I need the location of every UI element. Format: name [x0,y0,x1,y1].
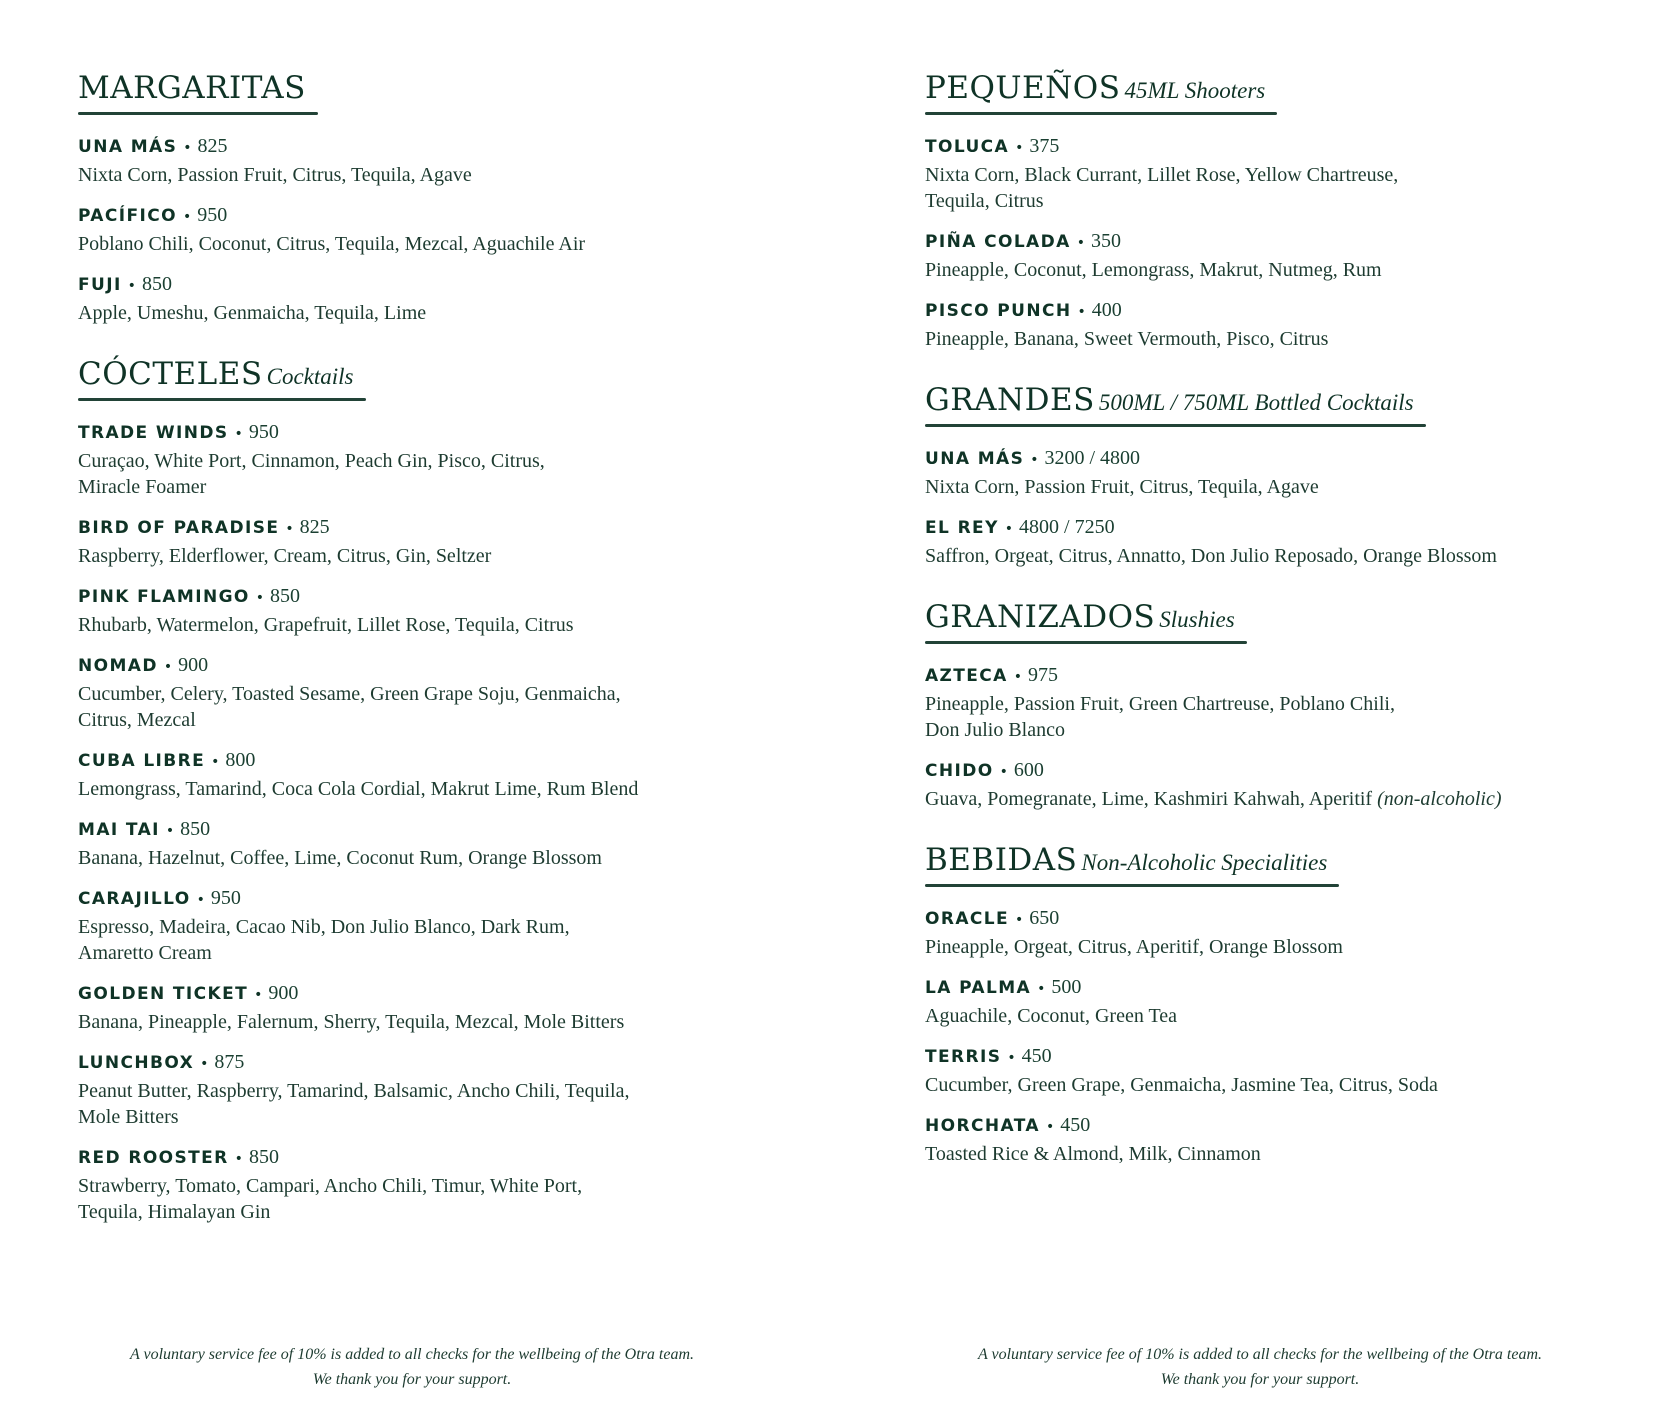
item-price: 950 [197,204,228,226]
separator-dot: • [1030,452,1039,468]
item-price: 825 [197,135,228,157]
item-price: 500 [1051,976,1082,998]
section-subtitle: Slushies [1159,607,1235,632]
separator-dot: • [1076,235,1085,251]
separator-dot: • [196,892,205,908]
item-description: Miracle Foamer [78,476,207,498]
item-description: Raspberry, Elderflower, Cream, Citrus, Gin, Seltzer [78,545,492,567]
separator-dot: • [1015,140,1024,156]
item-name: HORCHATA [925,1116,1040,1136]
item-description: Nixta Corn, Black Currant, Lillet Rose, Yellow Chartreuse, [925,164,1399,186]
menu-item [925,514,1625,569]
section-title: CÓCTELES [78,356,263,392]
section-header [925,70,1265,115]
item-description: Citrus, Mezcal [78,709,196,731]
item-description: Poblano Chili, Coconut, Citrus, Tequila, Mezcal, Aguachile Air [78,233,586,255]
item-price: 850 [270,585,301,607]
thank-you-line: We thank you for your support. [312,1371,512,1388]
separator-dot: • [1007,1050,1016,1066]
item-description [925,786,1625,812]
item-name: LA PALMA [925,978,1032,998]
item-description: Amaretto Cream [78,942,212,964]
separator-dot: • [255,590,265,606]
section-subtitle: Cocktails [266,364,354,389]
pequenos-section [925,70,1625,352]
item-name: PACÍFICO [78,206,177,226]
menu-item [78,816,838,871]
margaritas-section [78,70,838,326]
item-description: Tequila, Himalayan Gin [78,1201,271,1223]
item-description: Banana, Hazelnut, Coffee, Lime, Coconut Rum, Orange Blossom [78,847,602,869]
item-price: 4800 / 7250 [1019,516,1115,538]
service-fee-note [940,1342,1580,1392]
section-subtitle: 500ML / 750ML Bottled Cocktails [1098,390,1414,415]
granizados-section [925,599,1625,812]
separator-dot: • [234,426,243,442]
item-description: Apple, Umeshu, Genmaicha, Tequila, Lime [78,302,427,324]
item-name: CUBA LIBRE [78,751,206,771]
item-name: MAI TAI [78,820,160,840]
left-menu-page [78,70,838,1255]
item-description: Toasted Rice & Almond, Milk, Cinnamon [925,1143,1261,1165]
menu-item [925,1112,1625,1167]
item-price: 3200 / 4800 [1044,447,1141,469]
separator-dot: • [211,754,220,770]
item-description: Nixta Corn, Passion Fruit, Citrus, Tequila, Agave [925,476,1319,498]
menu-item [78,202,838,257]
menu-item [925,445,1625,500]
separator-dot: • [182,209,192,225]
item-name: GOLDEN TICKET [78,984,249,1004]
item-description: Pineapple, Passion Fruit, Green Chartreuse, Poblano Chili, [925,693,1395,715]
section-title: MARGARITAS [78,70,306,106]
item-price: 450 [1060,1114,1091,1136]
item-price: 950 [210,887,241,909]
item-name: UNA MÁS [78,137,178,157]
section-subtitle: 45ML Shooters [1124,78,1266,103]
section-title: GRANDES [925,382,1095,418]
item-description: Nixta Corn, Passion Fruit, Citrus, Tequila, Agave [78,164,472,186]
separator-dot: • [999,764,1008,780]
item-price: 400 [1091,299,1122,321]
menu-item [78,133,838,188]
item-name: BIRD OF PARADISE [78,518,280,538]
item-price: 375 [1029,135,1060,157]
separator-dot: • [234,1151,243,1167]
separator-dot: • [1077,304,1086,320]
separator-dot: • [165,823,175,839]
item-name: TRADE WINDS [78,423,229,443]
section-header [78,356,354,401]
item-price: 900 [178,654,209,676]
item-name: AZTECA [925,666,1008,686]
section-title: PEQUEÑOS [925,70,1121,106]
item-price: 950 [248,421,279,443]
item-description: Mole Bitters [78,1106,179,1128]
separator-dot: • [285,521,294,537]
item-price: 650 [1029,907,1060,929]
menu-item [78,271,838,326]
item-name: PISCO PUNCH [925,301,1072,321]
item-price: 850 [141,273,172,295]
item-description: Banana, Pineapple, Falernum, Sherry, Tequila, Mezcal, Mole Bitters [78,1011,625,1033]
item-description: Strawberry, Tomato, Campari, Ancho Chili, Timur, White Port, [78,1175,583,1197]
separator-dot: • [127,278,136,294]
separator-dot: • [183,140,192,156]
item-description: Cucumber, Celery, Toasted Sesame, Green Grape Soju, Genmaicha, [78,683,621,705]
separator-dot: • [200,1056,209,1072]
item-description: Saffron, Orgeat, Citrus, Annatto, Don Julio Reposado, Orange Blossom [925,545,1497,567]
menu-item [78,514,838,569]
item-name: NOMAD [78,656,158,676]
grandes-section [925,382,1625,569]
item-price: 975 [1028,664,1058,686]
menu-item [78,652,838,733]
section-subtitle: Non-Alcoholic Specialities [1081,850,1328,875]
separator-dot: • [163,659,173,675]
menu-item [78,1144,838,1225]
item-description: Pineapple, Coconut, Lemongrass, Makrut, Nutmeg, Rum [925,259,1382,281]
item-price: 350 [1090,230,1121,252]
section-header [78,70,306,115]
menu-item [925,974,1625,1029]
menu-item [78,980,838,1035]
item-price: 600 [1013,759,1044,781]
item-description: Espresso, Madeira, Cacao Nib, Don Julio Blanco, Dark Rum, [78,916,570,938]
item-name: PINK FLAMINGO [78,587,250,607]
item-name: RED ROOSTER [78,1148,229,1168]
menu-item [925,297,1625,352]
cocteles-section [78,356,838,1225]
item-description: Don Julio Blanco [925,719,1065,741]
item-price: 800 [225,749,256,771]
item-description: Curaçao, White Port, Cinnamon, Peach Gin, Pisco, Citrus, [78,450,545,472]
bebidas-section [925,842,1625,1167]
item-name: FUJI [78,275,122,295]
item-price: 900 [268,982,299,1004]
section-title: BEBIDAS [925,842,1078,878]
menu-item [925,133,1625,214]
item-description: Aguachile, Coconut, Green Tea [925,1005,1178,1027]
item-price: 850 [248,1146,279,1168]
thank-you-line: We thank you for your support. [1160,1371,1360,1388]
separator-dot: • [1015,912,1024,928]
item-name: TOLUCA [925,137,1010,157]
section-header [925,599,1235,644]
item-description: Peanut Butter, Raspberry, Tamarind, Balsamic, Ancho Chili, Tequila, [78,1080,630,1102]
separator-dot: • [254,987,263,1003]
separator-dot: • [1045,1119,1055,1135]
item-name: LUNCHBOX [78,1053,195,1073]
item-name: TERRIS [925,1047,1002,1067]
menu-item [925,662,1625,743]
item-name: PIÑA COLADA [925,232,1071,252]
section-title: GRANIZADOS [925,599,1156,635]
item-price: 875 [214,1051,245,1073]
item-description: Lemongrass, Tamarind, Coca Cola Cordial, Makrut Lime, Rum Blend [78,778,639,800]
separator-dot: • [1013,669,1022,685]
menu-item [925,757,1625,812]
separator-dot: • [1004,521,1014,537]
separator-dot: • [1037,981,1046,997]
item-description: Cucumber, Green Grape, Genmaicha, Jasmine Tea, Citrus, Soda [925,1074,1438,1096]
service-fee-line: A voluntary service fee of 10% is added to all checks for the wellbeing of the Otra team. [977,1346,1543,1363]
section-header [925,842,1327,887]
item-name: EL REY [925,518,999,538]
menu-item [925,905,1625,960]
item-description: Tequila, Citrus [925,190,1044,212]
item-name: UNA MÁS [925,449,1025,469]
menu-item [78,1049,838,1130]
item-note: (non-alcoholic) [1377,788,1502,810]
menu-item [78,419,838,500]
item-description: Pineapple, Orgeat, Citrus, Aperitif, Orange Blossom [925,936,1343,958]
item-price: 825 [299,516,330,538]
menu-item [925,1043,1625,1098]
menu-item [78,583,838,638]
item-name: CHIDO [925,761,994,781]
item-description: Pineapple, Banana, Sweet Vermouth, Pisco, Citrus [925,328,1329,350]
item-description-text: Guava, Pomegranate, Lime, Kashmiri Kahwah, Aperitif [925,788,1373,810]
menu-item [78,747,838,802]
service-fee-line: A voluntary service fee of 10% is added to all checks for the wellbeing of the Otra team. [129,1346,695,1363]
item-name: CARAJILLO [78,889,191,909]
item-price: 450 [1021,1045,1052,1067]
right-menu-page [925,70,1625,1197]
service-fee-note [92,1342,732,1392]
menu-item [78,885,838,966]
item-description: Rhubarb, Watermelon, Grapefruit, Lillet Rose, Tequila, Citrus [78,614,574,636]
menu-item [925,228,1625,283]
item-name: ORACLE [925,909,1010,929]
section-header [925,382,1414,427]
item-price: 850 [180,818,211,840]
